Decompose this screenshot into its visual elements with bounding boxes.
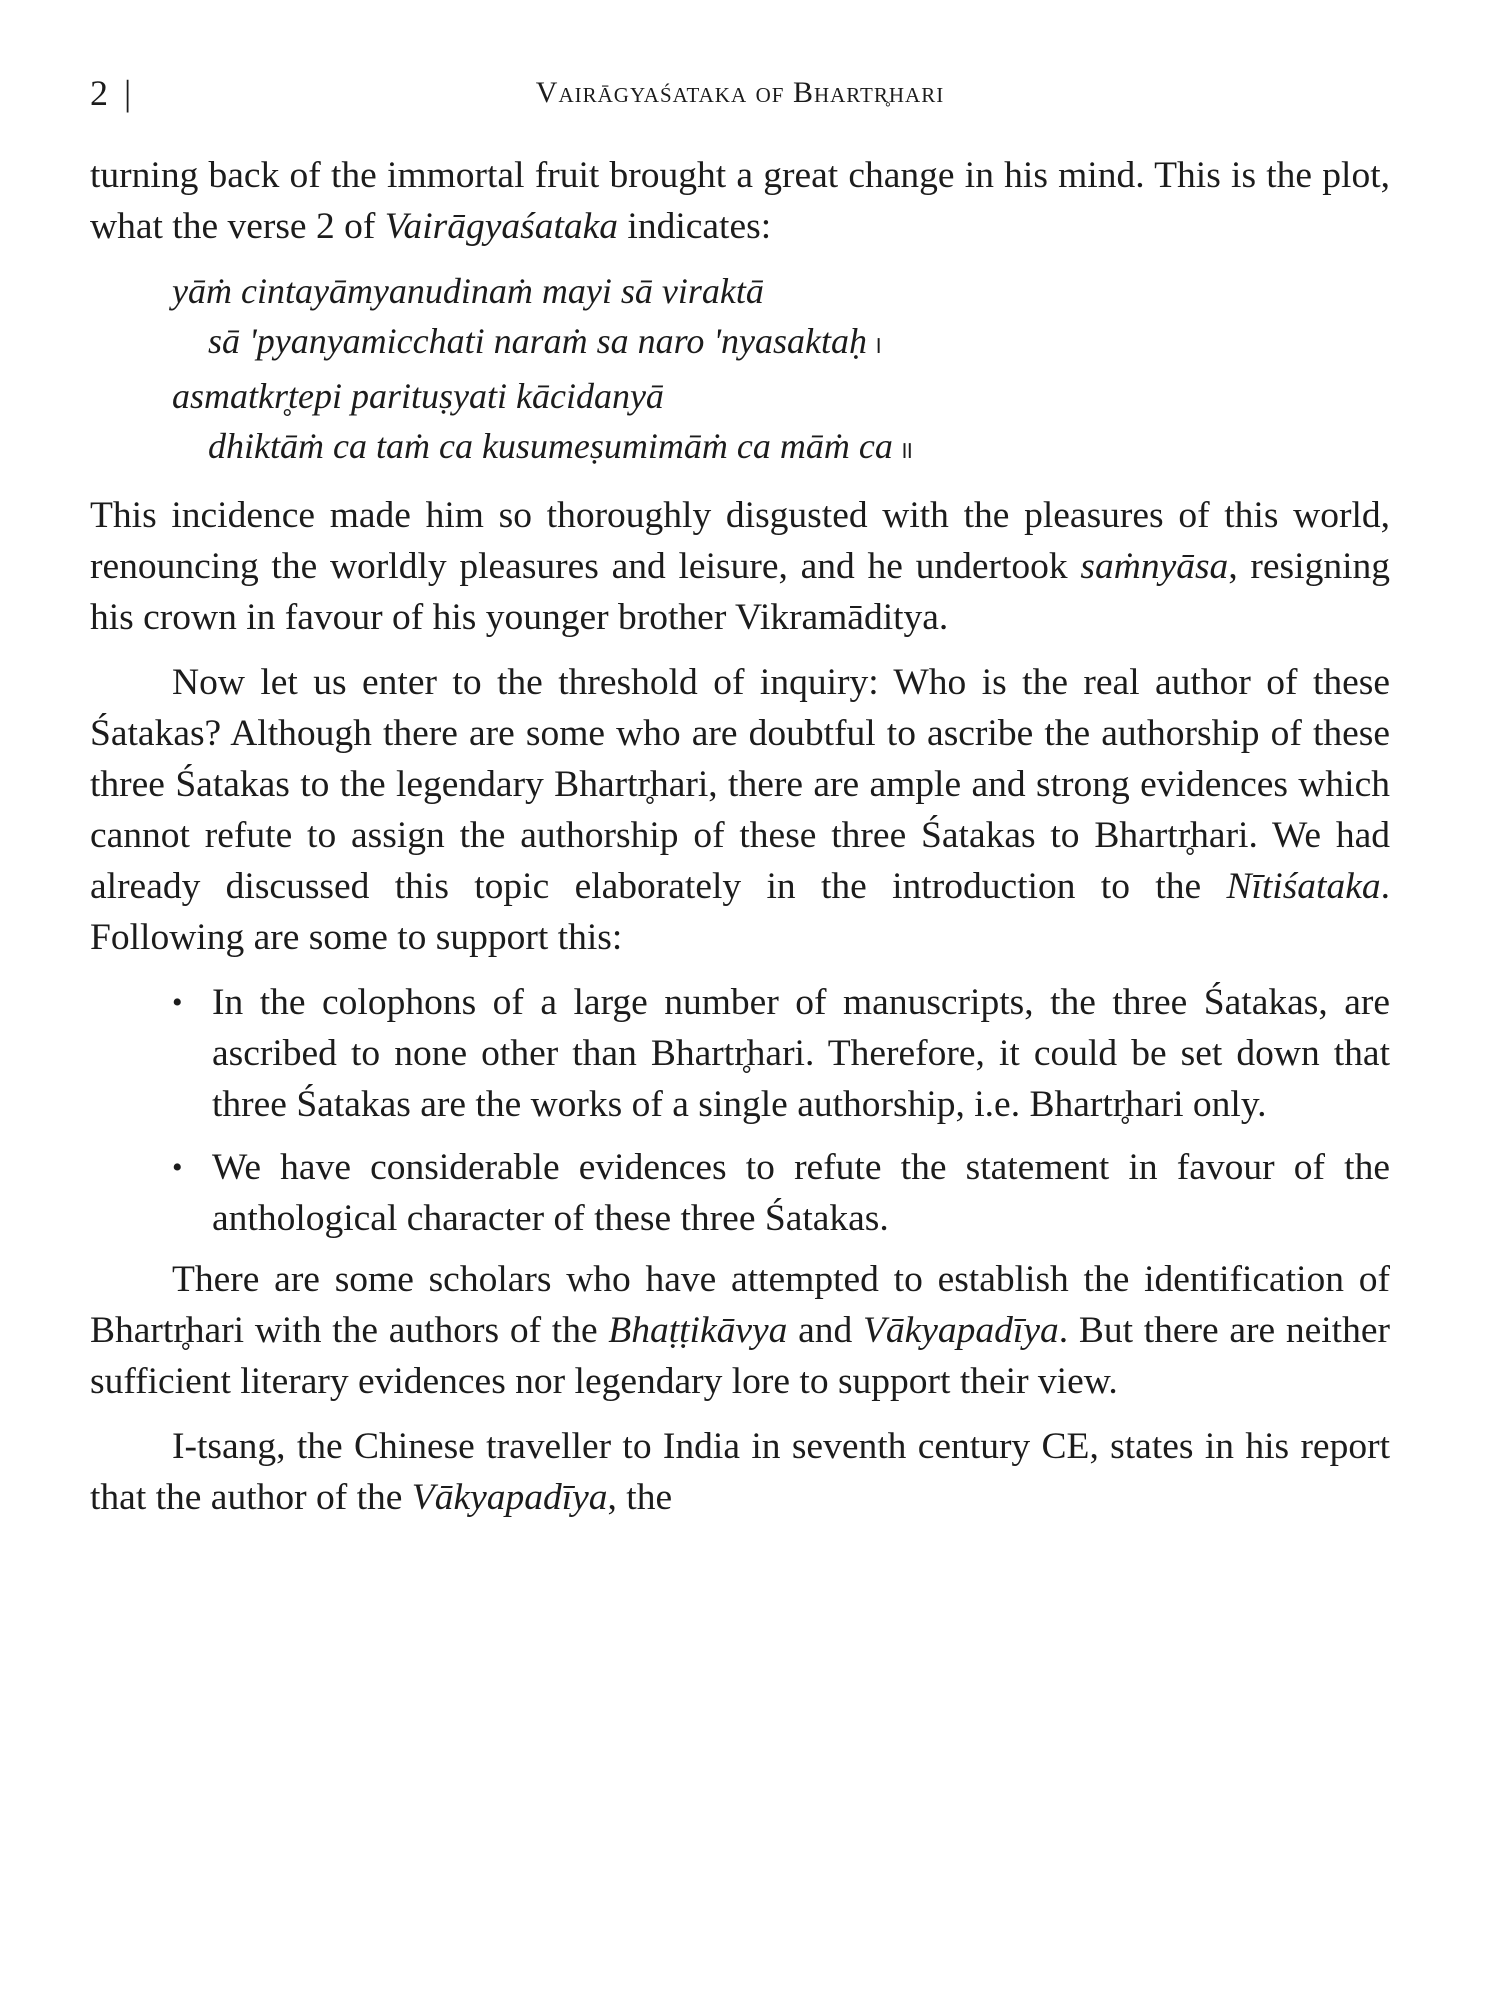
paragraph-text: and — [787, 1310, 863, 1351]
body-text — [90, 150, 1390, 1523]
paragraph-text: Now let us enter to the threshold of inquiry: Who is the real author of these Śatakas? Although there are some who are doubtful to ascribe the authorship of these three Śatakas to the legendary Bhartr̥hari, there are ample and strong evidences which cannot refute to assign the authorship of these three Śatakas to Bhartr̥hari. We had already discussed this topic elaborately in the introduction to the — [90, 662, 1390, 907]
double-danda-mark: ॥ — [898, 438, 914, 464]
paragraph-4 — [90, 1254, 1390, 1407]
page-header — [90, 62, 1390, 122]
paragraph-text: , resigning his crown in favour of his younger brother Vikramāditya. — [90, 546, 1390, 638]
verse-line-2 — [172, 316, 1390, 371]
paragraph-text: turning back of the immortal fruit brought a great change in his mind. This is the plot, what the verse 2 of — [90, 155, 1390, 247]
italic-title: Vākyapadīya — [411, 1477, 608, 1518]
list-item-text: We have considerable evidences to refute the statement in favour of the anthological character of these three Śatakas. — [212, 1147, 1390, 1239]
page-number-value: 2 — [90, 73, 108, 113]
bullet-list — [90, 977, 1390, 1244]
paragraph-text: There are some scholars who have attempted to establish the identification of Bhartr̥hari with the authors of the — [90, 1259, 1390, 1351]
paragraph-text: I-tsang, the Chinese traveller to India in seventh century — [172, 1426, 1042, 1467]
sanskrit-verse — [172, 266, 1390, 476]
bullet-icon: • — [172, 1151, 183, 1184]
paragraph-text: indicates: — [618, 206, 772, 247]
italic-title: Nītiśataka — [1226, 866, 1381, 907]
paragraph-text: , states in his report that the author of the — [90, 1426, 1390, 1518]
italic-term: saṁnyāsa — [1080, 546, 1229, 587]
list-item-text: In the colophons of a large number of manuscripts, the three Śatakas, are ascribed to none other than Bhartr̥hari. Therefore, it could be set down that three Śatakas are the works of a single authorship, i.e. Bhartr̥hari only. — [212, 982, 1390, 1125]
era-abbreviation: CE — [1041, 1426, 1090, 1467]
italic-title: Vairāgyaśataka — [384, 206, 619, 247]
paragraph-text: . Following are some to support this: — [90, 866, 1390, 958]
header-separator: | — [124, 73, 132, 113]
verse-line-4-text: dhiktāṁ ca taṁ ca kusumeṣumimāṁ ca māṁ ca — [208, 426, 893, 466]
verse-line-4 — [172, 421, 1390, 476]
paragraph-text: This incidence made him so thoroughly disgusted with the pleasures of this world, renouncing the worldly pleasures and leisure, and he undertook — [90, 495, 1390, 587]
verse-line-3: asmatkr̥tepi parituṣyati kācidanyā — [172, 376, 664, 416]
bullet-icon: • — [172, 986, 183, 1019]
paragraph-3 — [90, 657, 1390, 963]
paragraph-1 — [90, 150, 1390, 252]
verse-line-2-text: sā 'pyanyamicchati naraṁ sa naro 'nyasaktaḥ — [208, 321, 867, 361]
italic-title: Vākyapadīya — [862, 1310, 1059, 1351]
list-item — [90, 977, 1390, 1130]
paragraph-5 — [90, 1421, 1390, 1523]
list-item — [90, 1142, 1390, 1244]
paragraph-text: . But there are neither sufficient literary evidences nor legendary lore to support their view. — [90, 1310, 1390, 1402]
paragraph-2 — [90, 490, 1390, 643]
danda-mark: । — [873, 333, 883, 359]
paragraph-text: , the — [607, 1477, 673, 1518]
running-title: Vairāgyaśataka of Bhartr̥hari — [535, 76, 945, 109]
italic-title: Bhaṭṭikāvya — [608, 1310, 788, 1351]
verse-line-1: yāṁ cintayāmyanudinaṁ mayi sā viraktā — [172, 271, 764, 311]
